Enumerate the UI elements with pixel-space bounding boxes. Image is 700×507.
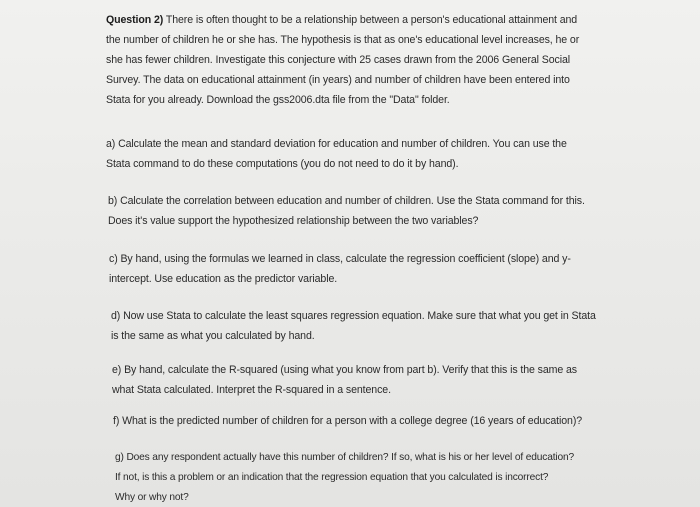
part-f [113, 411, 582, 431]
part-b-line: Does it's value support the hypothesized relationship between the two variables? [108, 215, 479, 227]
part-a-line: a) Calculate the mean and standard deviation for education and number of children. You can use the [106, 138, 567, 150]
part-g-line: g) Does any respondent actually have this number of children? If so, what is his or her level of education? [115, 452, 575, 463]
part-g-line: If not, is this a problem or an indication that the regression equation that you calculated is incorrect? [115, 472, 549, 483]
part-a-line: Stata command to do these computations (you do not need to do it by hand). [106, 158, 459, 170]
part-e-line: e) By hand, calculate the R-squared (using what you know from part b). Verify that this is the same as [112, 364, 577, 376]
part-c [109, 249, 571, 289]
part-g [115, 448, 574, 507]
part-g-line: Why or why not? [115, 492, 189, 503]
part-d-line: d) Now use Stata to calculate the least squares regression equation. Make sure that what you get in Stata [111, 310, 596, 322]
part-c-line: intercept. Use education as the predictor variable. [109, 273, 338, 285]
part-b [108, 191, 585, 231]
part-d-line: is the same as what you calculated by hand. [111, 330, 315, 342]
part-e [112, 360, 577, 400]
question-line: Question 2) There is often thought to be a relationship between a person's educational attainment and [106, 14, 578, 26]
part-c-line: c) By hand, using the formulas we learned in class, calculate the regression coefficient (slope) and y- [109, 253, 571, 265]
part-d [111, 306, 596, 346]
part-b-line: b) Calculate the correlation between education and number of children. Use the Stata command for this. [108, 195, 585, 207]
part-e-line: what Stata calculated. Interpret the R-squared in a sentence. [112, 384, 391, 396]
question-line: Stata for you already. Download the gss2006.dta file from the "Data" folder. [106, 94, 450, 106]
question-line: Survey. The data on educational attainment (in years) and number of children have been entered into [106, 74, 570, 86]
question-2-prompt [106, 10, 579, 110]
question-label: Question 2) [106, 14, 164, 26]
part-a [106, 134, 567, 174]
part-f-line: f) What is the predicted number of children for a person with a college degree (16 years of education)? [113, 415, 583, 427]
question-line: the number of children he or she has. The hypothesis is that as one's educational level increases, he or [106, 34, 580, 46]
question-line: she has fewer children. Investigate this conjecture with 25 cases drawn from the 2006 General Social [106, 54, 571, 66]
